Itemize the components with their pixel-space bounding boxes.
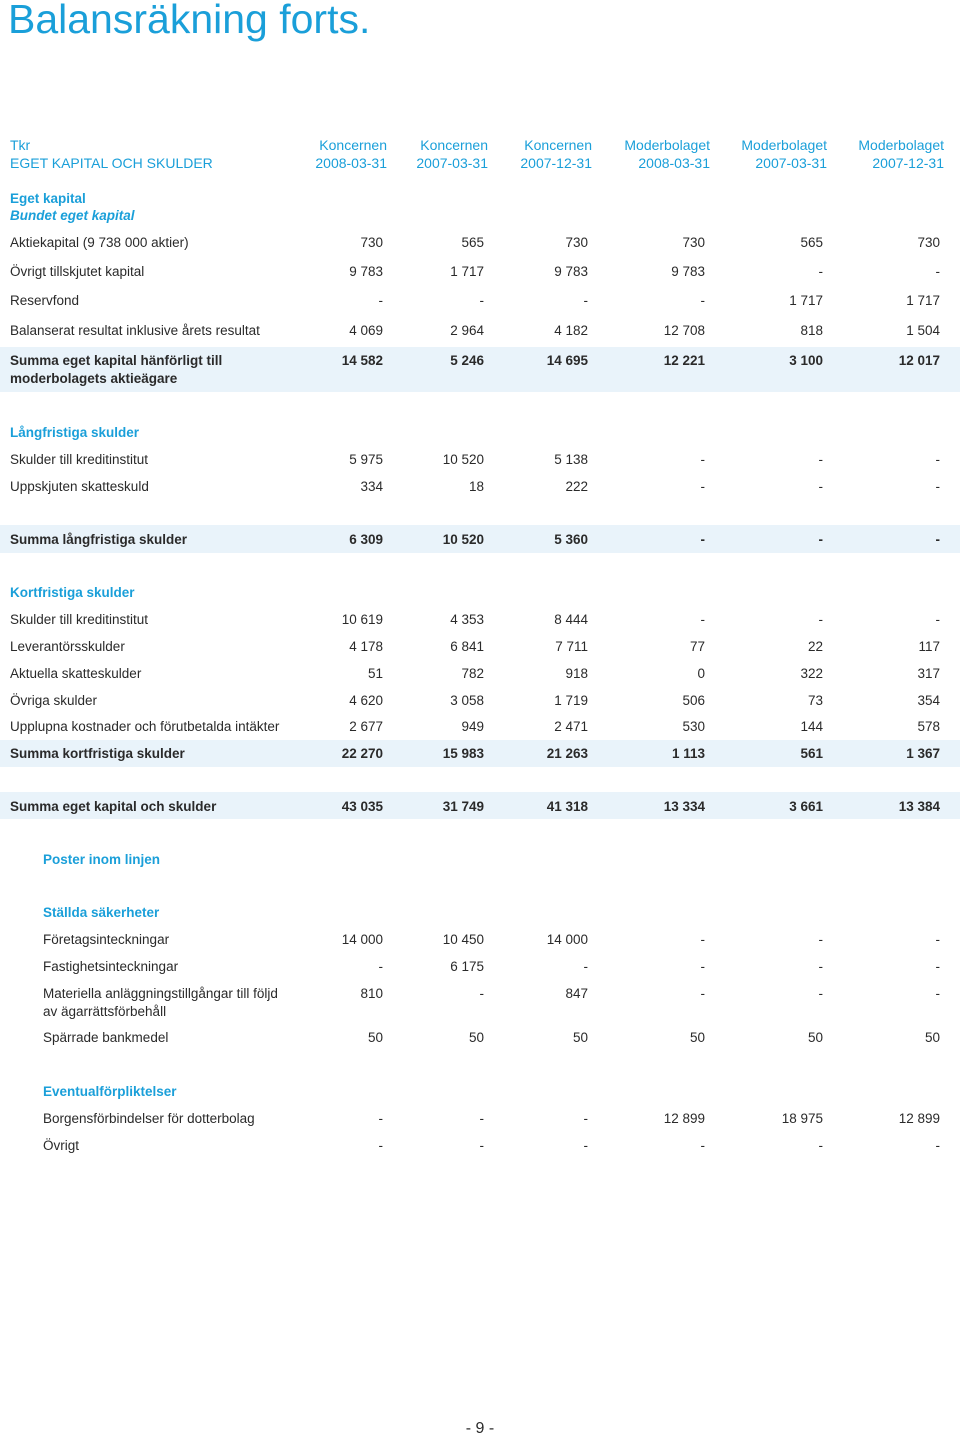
column-date: 2007-12-31	[520, 155, 592, 171]
column-entity: Moderbolaget	[741, 137, 827, 153]
row-value: 9 783	[554, 264, 588, 279]
row-value: -	[935, 264, 940, 279]
row-value: -	[935, 959, 940, 974]
row-value: -	[818, 612, 823, 627]
column-date: 2007-03-31	[755, 155, 827, 171]
row-value: 7 711	[555, 639, 588, 654]
row-value: 782	[461, 666, 484, 681]
row-value: 144	[800, 719, 823, 734]
row-value: 730	[917, 235, 940, 250]
column-date: 2007-12-31	[872, 155, 944, 171]
row-value: 4 620	[349, 693, 383, 708]
row-value: 6 841	[450, 639, 484, 654]
row-value: 1 719	[554, 693, 588, 708]
row-value: -	[700, 1138, 705, 1153]
column-date: 2008-03-31	[315, 155, 387, 171]
column-entity: Moderbolaget	[858, 137, 944, 153]
section-heading: Eventualförpliktelser	[43, 1084, 177, 1099]
row-value: 5 975	[349, 452, 383, 467]
row-label: Uppskjuten skatteskuld	[10, 479, 149, 494]
row-value: -	[583, 1111, 588, 1126]
row-value: 1 717	[450, 264, 484, 279]
row-label: Borgensförbindelser för dotterbolag	[43, 1111, 255, 1126]
row-value: 8 444	[554, 612, 588, 627]
column-entity: Koncernen	[420, 137, 488, 153]
row-value: -	[935, 612, 940, 627]
row-label: Summa eget kapital och skulder	[10, 799, 217, 814]
row-value: 10 619	[341, 612, 383, 627]
row-value: -	[818, 452, 823, 467]
row-value: -	[583, 1138, 588, 1153]
row-value: 317	[917, 666, 940, 681]
row-label: Leverantörsskulder	[10, 639, 125, 654]
row-value: 10 520	[442, 452, 484, 467]
row-value: -	[818, 959, 823, 974]
row-value: 50	[807, 1030, 823, 1045]
row-value: 77	[689, 639, 705, 654]
row-value: 12 899	[898, 1111, 940, 1126]
row-value: -	[935, 479, 940, 494]
row-value: 18 975	[781, 1111, 823, 1126]
row-value: 1 504	[906, 323, 940, 338]
row-value: 730	[360, 235, 383, 250]
row-label: Övrigt	[43, 1138, 80, 1153]
row-value: 847	[565, 986, 588, 1001]
row-value: -	[378, 1111, 383, 1126]
column-header	[370, 136, 488, 172]
column-header	[474, 136, 592, 172]
row-value: -	[818, 986, 823, 1001]
section-heading: Ställda säkerheter	[43, 905, 160, 920]
column-header	[826, 136, 944, 172]
row-value: -	[935, 986, 940, 1001]
row-label: Fastighetsinteckningar	[43, 959, 179, 974]
row-value: 50	[468, 1030, 484, 1045]
row-value: 1 113	[671, 746, 705, 761]
row-value: 2 677	[349, 719, 383, 734]
row-value: -	[479, 293, 484, 308]
column-date: 2007-03-31	[416, 155, 488, 171]
row-value: 9 783	[349, 264, 383, 279]
section-heading: Kortfristiga skulder	[10, 585, 135, 600]
row-value: 18	[468, 479, 484, 494]
row-value: -	[818, 532, 823, 547]
row-value: 4 182	[554, 323, 588, 338]
row-value: 50	[367, 1030, 383, 1045]
row-value: 12 017	[898, 353, 940, 368]
row-value: -	[818, 264, 823, 279]
row-label: Balanserat resultat inklusive årets resultat	[10, 323, 260, 338]
row-label: Summa långfristiga skulder	[10, 532, 188, 547]
column-entity: Moderbolaget	[624, 137, 710, 153]
row-value: 14 000	[546, 932, 588, 947]
row-value: 4 178	[349, 639, 383, 654]
row-value: 578	[917, 719, 940, 734]
row-value: -	[378, 1138, 383, 1153]
row-value: 4 353	[450, 612, 484, 627]
row-value: 21 263	[546, 746, 588, 761]
row-label: Övriga skulder	[10, 693, 98, 708]
row-value: 6 309	[349, 532, 383, 547]
section-heading: Eget kapital	[10, 191, 86, 206]
row-value: -	[818, 932, 823, 947]
row-value: -	[700, 932, 705, 947]
column-header	[709, 136, 827, 172]
row-value: 5 138	[554, 452, 588, 467]
row-value: -	[583, 959, 588, 974]
row-value: 51	[367, 666, 383, 681]
row-value: 1 717	[789, 293, 823, 308]
row-value: -	[700, 452, 705, 467]
row-value: 6 175	[450, 959, 484, 974]
row-value: 22	[807, 639, 823, 654]
row-value: -	[700, 479, 705, 494]
row-label: Aktuella skatteskulder	[10, 666, 142, 681]
row-value: 13 334	[663, 799, 705, 814]
row-value: 117	[918, 639, 940, 654]
row-value: 2 471	[554, 719, 588, 734]
row-label: Reservfond	[10, 293, 80, 308]
row-value: -	[935, 932, 940, 947]
row-value: -	[818, 479, 823, 494]
row-label-line: av ägarrättsförbehåll	[43, 1004, 167, 1019]
row-label-line: Materiella anläggningstillgångar till följd	[43, 986, 278, 1001]
row-value: -	[700, 612, 705, 627]
row-label: Övrigt tillskjutet kapital	[10, 264, 145, 279]
row-value: 561	[800, 746, 823, 761]
row-value: 73	[807, 693, 823, 708]
row-value: 565	[461, 235, 484, 250]
row-value: 14 582	[341, 353, 383, 368]
row-label-line: moderbolagets aktieägare	[10, 371, 178, 386]
header-label	[10, 136, 213, 172]
header-unit: Tkr	[10, 137, 31, 153]
row-value: 14 000	[341, 932, 383, 947]
row-label: Skulder till kreditinstitut	[10, 612, 149, 627]
row-value: 3 661	[789, 799, 823, 814]
row-label-line: Summa eget kapital hänförligt till	[10, 353, 223, 368]
row-value: -	[700, 293, 705, 308]
row-value: -	[479, 1138, 484, 1153]
row-label	[43, 985, 278, 1021]
row-value: 22 270	[341, 746, 383, 761]
section-heading: Poster inom linjen	[43, 852, 161, 867]
row-value: 322	[800, 666, 823, 681]
column-entity: Koncernen	[319, 137, 387, 153]
row-value: 3 100	[789, 353, 823, 368]
row-value: 5 246	[450, 353, 484, 368]
row-value: 50	[689, 1030, 705, 1045]
row-value: 506	[682, 693, 705, 708]
row-label: Summa kortfristiga skulder	[10, 746, 185, 761]
row-value: 43 035	[341, 799, 383, 814]
row-label: Aktiekapital (9 738 000 aktier)	[10, 235, 189, 250]
row-value: 810	[360, 986, 383, 1001]
row-value: -	[378, 293, 383, 308]
row-value: -	[818, 1138, 823, 1153]
row-value: 15 983	[442, 746, 484, 761]
row-value: 530	[682, 719, 705, 734]
row-value: 50	[572, 1030, 588, 1045]
row-value: -	[935, 532, 940, 547]
column-date: 2008-03-31	[638, 155, 710, 171]
row-value: 13 384	[898, 799, 940, 814]
row-value: 2 964	[450, 323, 484, 338]
row-value: 0	[697, 666, 705, 681]
row-value: 949	[461, 719, 484, 734]
column-entity: Koncernen	[524, 137, 592, 153]
row-label: Skulder till kreditinstitut	[10, 452, 149, 467]
row-value: -	[583, 293, 588, 308]
page-title: Balansräkning forts.	[8, 0, 371, 42]
row-value: 12 708	[663, 323, 705, 338]
row-label: Företagsinteckningar	[43, 932, 170, 947]
row-value: 1 367	[906, 746, 940, 761]
row-value: 41 318	[546, 799, 588, 814]
row-label: Upplupna kostnader och förutbetalda intäkter	[10, 719, 280, 734]
row-value: 818	[800, 323, 823, 338]
row-value: -	[479, 986, 484, 1001]
row-value: 5 360	[554, 532, 588, 547]
row-value: 4 069	[349, 323, 383, 338]
row-value: 9 783	[671, 264, 705, 279]
section-subheading: Bundet eget kapital	[10, 208, 135, 223]
row-value: 3 058	[450, 693, 484, 708]
row-value: 730	[565, 235, 588, 250]
row-value: 918	[565, 666, 588, 681]
section-heading: Långfristiga skulder	[10, 425, 140, 440]
row-label	[10, 352, 222, 388]
row-value: -	[700, 986, 705, 1001]
row-value: 31 749	[442, 799, 484, 814]
row-value: -	[935, 1138, 940, 1153]
row-label: Spärrade bankmedel	[43, 1030, 169, 1045]
page-number: - 9 -	[465, 1420, 495, 1437]
row-value: 12 221	[663, 353, 705, 368]
row-value: 565	[800, 235, 823, 250]
row-value: 14 695	[546, 353, 588, 368]
row-value: 12 899	[663, 1111, 705, 1126]
header-section: EGET KAPITAL OCH SKULDER	[10, 155, 213, 171]
row-value: -	[700, 959, 705, 974]
row-value: 10 520	[442, 532, 484, 547]
row-value: 354	[917, 693, 940, 708]
column-header	[592, 136, 710, 172]
row-value: -	[935, 452, 940, 467]
row-value: 730	[682, 235, 705, 250]
row-value: 334	[360, 479, 383, 494]
row-value: -	[378, 959, 383, 974]
row-value: -	[700, 532, 705, 547]
row-value: 1 717	[906, 293, 940, 308]
row-value: -	[479, 1111, 484, 1126]
row-value: 10 450	[442, 932, 484, 947]
row-value: 50	[924, 1030, 940, 1045]
row-value: 222	[565, 479, 588, 494]
